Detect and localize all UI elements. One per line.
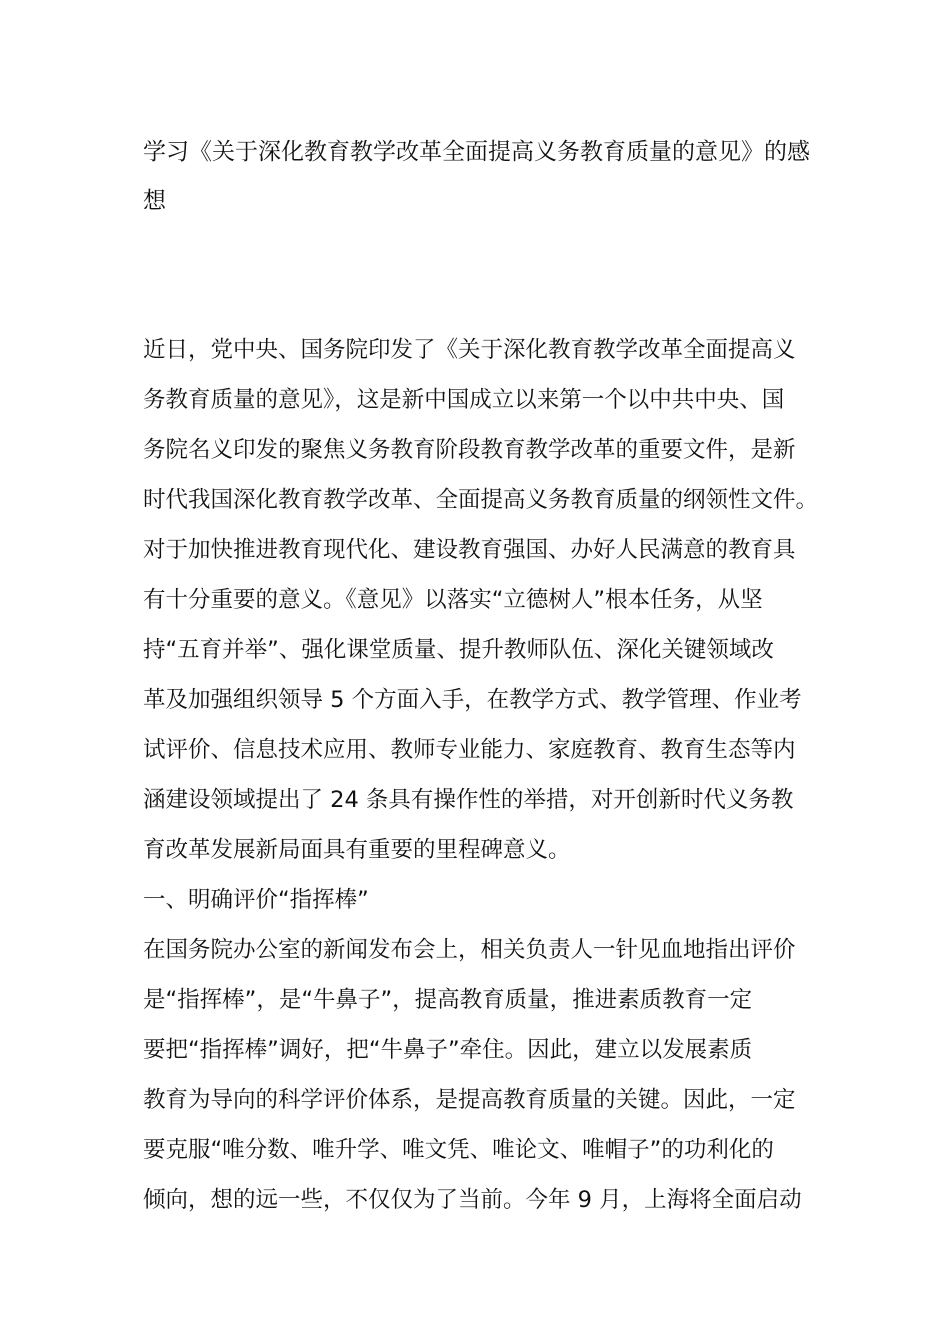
- document-body: [143, 325, 828, 1225]
- body-line: 务院名义印发的聚焦义务教育阶段教育教学改革的重要文件，是新: [143, 437, 796, 463]
- body-line: 育改革发展新局面具有重要的里程碑意义。: [143, 837, 571, 863]
- body-line: 近日，党中央、国务院印发了《关于深化教育教学改革全面提高义: [143, 337, 796, 363]
- body-line: 试评价、信息技术应用、教师专业能力、家庭教育、教育生态等内: [143, 737, 796, 763]
- body-line: 革及加强组织领导 5 个方面入手，在教学方式、教学管理、作业考: [143, 687, 802, 713]
- body-line: 在国务院办公室的新闻发布会上，相关负责人一针见血地指出评价: [143, 937, 796, 963]
- body-line: 持“五育并举”、强化课堂质量、提升教师队伍、深化关键领域改: [143, 637, 774, 663]
- document-title: [143, 128, 823, 226]
- body-line: 有十分重要的意义。《意见》以落实“立德树人”根本任务，从坚: [143, 587, 763, 613]
- section-heading: 一、明确评价“指挥棒”: [143, 887, 369, 913]
- body-line: 要克服“唯分数、唯升学、唯文凭、唯论文、唯帽子”的功利化的: [143, 1137, 774, 1163]
- title-line: 学习《关于深化教育教学改革全面提高义务教育质量的意见》的感: [143, 139, 810, 165]
- body-line: 要把“指挥棒”调好，把“牛鼻子”牵住。因此，建立以发展素质: [143, 1037, 753, 1063]
- body-line: 时代我国深化教育教学改革、全面提高义务教育质量的纲领性文件。: [143, 487, 819, 513]
- title-line: 想: [143, 188, 166, 214]
- body-line: 对于加快推进教育现代化、建设教育强国、办好人民满意的教育具: [143, 537, 796, 563]
- body-line: 倾向，想的远一些，不仅仅为了当前。今年 9 月，上海将全面启动: [143, 1187, 802, 1213]
- body-line: 涵建设领域提出了 24 条具有操作性的举措，对开创新时代义务教: [143, 787, 794, 813]
- body-line: 教育为导向的科学评价体系，是提高教育质量的关键。因此，一定: [143, 1087, 796, 1113]
- body-line: 务教育质量的意见》，这是新中国成立以来第一个以中共中央、国: [143, 387, 785, 413]
- body-line: 是“指挥棒”，是“牛鼻子”，提高教育质量，推进素质教育一定: [143, 987, 753, 1013]
